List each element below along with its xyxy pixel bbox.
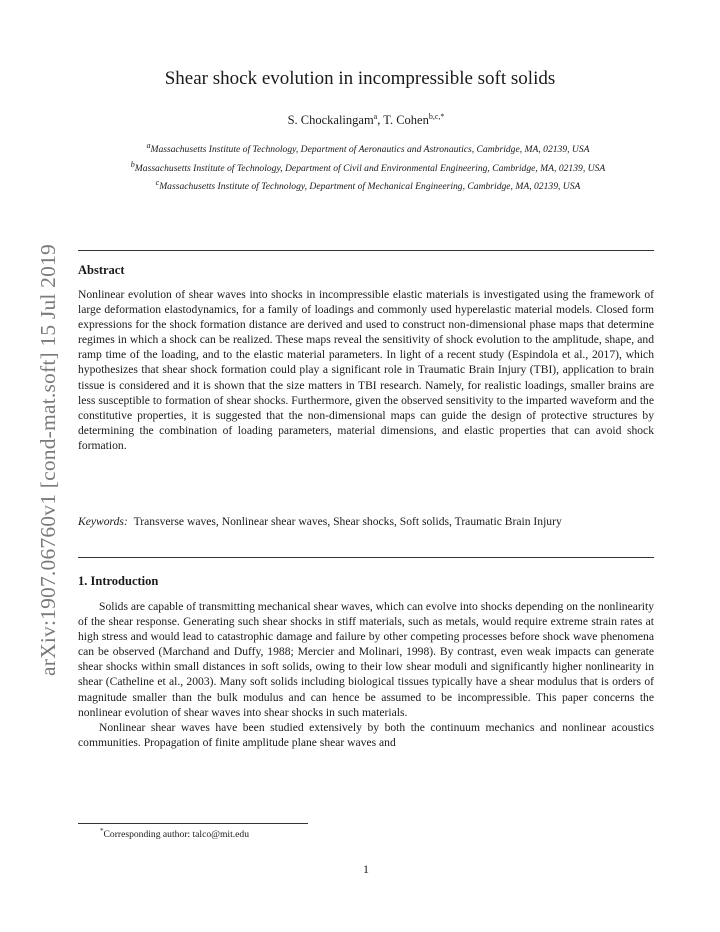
keywords-text: Transverse waves, Nonlinear shear waves, Shear shocks, Soft solids, Traumatic Brain Injury [133,515,562,528]
author-list [0,112,720,128]
arxiv-identifier-stamp: arXiv:1907.06760v1 [cond-mat.soft] 15 Jul 2019 [36,244,60,676]
affiliation [80,158,656,176]
affiliation-mark: c [155,178,160,188]
author-name: T. Cohen [383,113,429,128]
page-number: 1 [363,862,369,876]
affiliation-mark: b [130,159,135,169]
abstract-bottom-rule [78,557,654,558]
affiliation-mark: a [146,141,151,150]
paragraph-text: Solids are capable of transmitting mechanical shear waves, which can evolve into shocks depending on the nonlinearity of the shear response. Generating such shear shocks in stiff materials, such as metals, would require extreme strain rates at high stress and would lead to catastrophic damage and failure by other competing processes before shock wave phenomena can be observed (Marchand and Duffy, 1988; Mercier and Molinari, 1998). By contrast, even weak impacts can generate shear shocks within small distances in soft solids, owing to their low shear moduli and significantly higher nonlinearity in shear (Catheline et al., 2003). Many soft solids including biological tissues typically have a shear modulus that is orders of magnitude smaller than the bulk modulus and can hence be assumed to be incompressible. This paper concerns the nonlinear evolution of shear waves into shear shocks in such materials. [78,600,654,719]
author-separator: , [377,113,384,128]
paper-title: Shear shock evolution in incompressible soft solids [164,68,556,89]
abstract-top-rule [78,250,654,251]
paragraph-text: Nonlinear shear waves have been studied extensively by both the continuum mechanics and nonlinear acoustics communities. Propagation of finite amplitude plane shear waves and [78,720,654,749]
footnote-rule [78,823,308,824]
affiliation-text: Massachusetts Institute of Technology, Department of Aeronautics and Astronautics, Cambridge, MA, 02139, USA [150,144,590,156]
author-affil-mark: b,c,* [428,112,445,121]
footnote-mark: * [100,827,104,835]
affiliation-text: Massachusetts Institute of Technology, Department of Civil and Environmental Engineering, Cambridge, MA, 02139, USA [134,162,606,174]
abstract-heading: Abstract [78,263,125,277]
keywords-label: Keywords: [78,515,128,528]
footnote [100,827,249,840]
affiliation [80,139,656,157]
author-name: S. Chockalingam [287,113,374,128]
affiliations [80,139,656,195]
author-affil-mark: a [373,112,378,121]
abstract-text: Nonlinear evolution of shear waves into shocks in incompressible elastic materials is investigated using the framework of large deformation elastodynamics, for a family of loadings and commonly used hyperelastic material models. Closed form expressions for the shock formation distance are derived and used to construct non-dimensional phase maps that determine regimes in which a shock can be realized. These maps reveal the sensitivity of shock evolution to the amplitude, shape, and ramp time of the loading, and to the elastic material parameters. In light of a recent study (Espindola et al., 2017), which hypothesizes that shear shock formation could play a significant role in Traumatic Brain Injury (TBI), application to brain tissue is considered and it is shown that the size matters in TBI research. Namely, for realistic loadings, smaller brains are less susceptible to formation of shear shocks. Furthermore, given the observed sensitivity to the imparted waveform and the constitutive properties, it is suggested that the non-dimensional maps can guide the design of protective structures by determining the combination of loading parameters, material dimensions, and elastic properties that can avoid shock formation. [78,288,654,452]
intro-paragraph [78,599,654,750]
affiliation-text: Massachusetts Institute of Technology, Department of Mechanical Engineering, Cambridge, MA, 02139, USA [159,181,581,193]
section-heading-introduction: 1. Introduction [78,574,159,588]
affiliation [80,176,656,194]
footnote-text: Corresponding author: talco@mit.edu [103,829,250,841]
keywords [78,514,654,529]
